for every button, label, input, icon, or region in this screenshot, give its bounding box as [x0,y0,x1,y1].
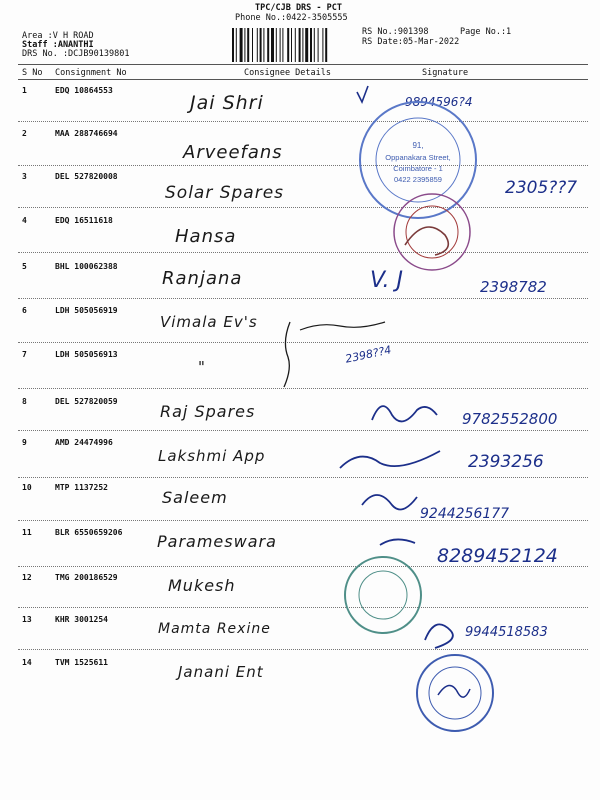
signature-scribble-11 [380,539,415,545]
document-title: TPC/CJB DRS - PCT [255,3,342,13]
row-consignment: DEL 527820008 [55,172,118,181]
area-label: Area :V H ROAD [22,31,94,41]
row-signature: 2393256 [468,452,544,472]
row-sno: 4 [22,216,27,225]
hansa-stamp [394,194,470,270]
row-consignee: Arveefans [183,142,283,163]
row-consignment: EDQ 10864553 [55,86,113,95]
row-sno: 2 [22,129,27,138]
arvee-fans-stamp [360,102,476,218]
row-consignee: Parameswara [157,532,277,551]
col-signature: Signature [422,68,469,78]
row-sno: 14 [22,658,32,667]
signature-scribble-9 [340,451,440,468]
row-signature: 9782552800 [462,410,558,428]
row-consignment: AMD 24474996 [55,438,113,447]
row-consignee: Ranjana [162,268,243,289]
row-sno: 5 [22,262,27,271]
row-consignment: KHR 3001254 [55,615,108,624]
row-consignment: MTP 1137252 [55,483,108,492]
row-sno: 1 [22,86,27,95]
row-signature: 2398??4 [344,343,393,366]
row-consignee: Raj Spares [160,402,256,421]
svg-text:91,: 91, [412,141,424,150]
row-consignment: LDH 505056919 [55,306,118,315]
rs-number: RS No.:901398 [362,27,429,37]
row-signature: 2398782 [480,278,547,296]
row-signature: 2305??7 [505,178,578,198]
row-signature-initial: V. J [370,268,403,293]
rs-date: RS Date:05-Mar-2022 [362,37,460,47]
row-sno: 10 [22,483,32,492]
row-sno: 3 [22,172,27,181]
row-consignment: MAA 288746694 [55,129,118,138]
row-consignee: Hansa [175,226,237,247]
signature-scribble-10 [362,495,417,510]
row-signature: 8289452124 [437,545,558,567]
row-consignee: Janani Ent [178,663,264,681]
signature-scribble-8 [372,406,437,421]
row-consignment: TMG 200186529 [55,573,118,582]
row-sno: 12 [22,573,32,582]
col-sno: S No [22,68,43,78]
row-signature: 9244256177 [420,506,510,522]
row-sno: 6 [22,306,27,315]
arvee-home-stamp [345,557,421,633]
phone-number: Phone No.:0422-3505555 [235,13,348,23]
bracket-mark [284,322,290,387]
row-sno: 9 [22,438,27,447]
row-sno: 8 [22,397,27,406]
col-consignment: Consignment No [55,68,127,78]
staff-label: Staff :ANANTHI [22,40,94,50]
row-consignment: LDH 505056913 [55,350,118,359]
row-sno: 11 [22,528,32,537]
janani-stamp [417,655,493,731]
row-consignee: Jai Shri [190,92,264,114]
signature-scribble-6 [300,322,385,330]
row-consignment: TVM 1525611 [55,658,108,667]
row-consignee: Solar Spares [165,183,285,203]
drs-number: DRS No. :DCJB90139801 [22,49,130,59]
row-consignment: BHL 100062388 [55,262,118,271]
row-consignee: Lakshmi App [158,447,266,465]
row-consignee: Vimala Ev's [160,313,258,331]
row-signature: 9894596?4 [405,95,473,109]
tick-mark [357,86,368,102]
svg-text:Coimbatore - 1: Coimbatore - 1 [393,164,443,173]
row-sno: 7 [22,350,27,359]
signature-scribble-13 [425,624,453,648]
svg-text:Oppanakara Street,: Oppanakara Street, [385,153,451,162]
row-consignee: Saleem [162,488,228,507]
row-sno: 13 [22,615,32,624]
row-consignee: Mukesh [168,576,236,595]
col-consignee: Consignee Details [244,68,331,78]
row-consignment: DEL 527820059 [55,397,118,406]
svg-text:0422 2395859: 0422 2395859 [394,175,442,184]
page-number: Page No.:1 [460,27,512,37]
row-signature: 9944518583 [465,625,548,640]
row-consignee: " [198,358,206,376]
row-consignment: BLR 6550659206 [55,528,123,537]
row-consignee: Mamta Rexine [158,621,271,637]
row-consignment: EDQ 16511618 [55,216,113,225]
